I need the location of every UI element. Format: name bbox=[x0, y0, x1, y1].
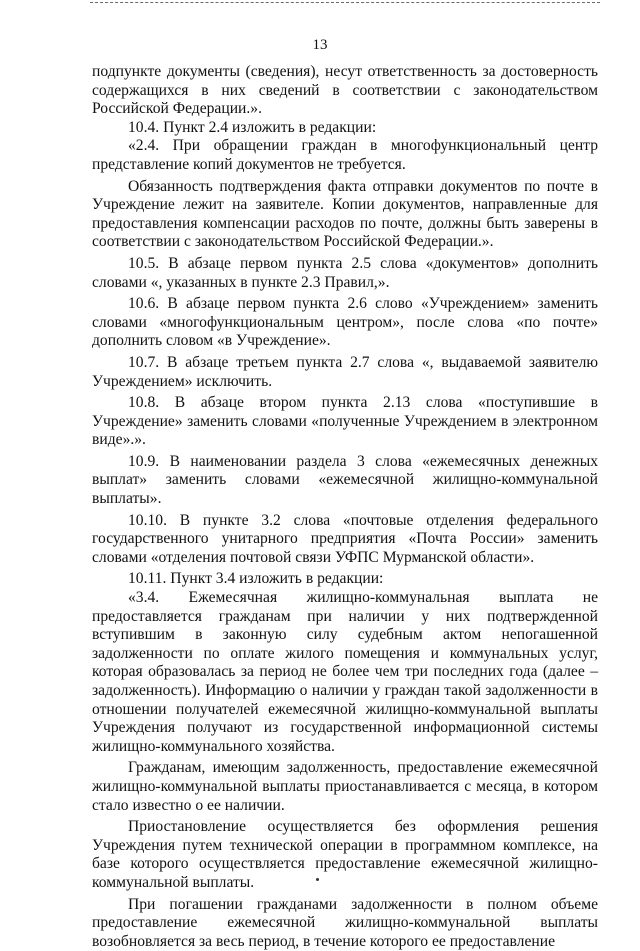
paragraph-continuation: подпункте документы (сведения), несут ответственность за достоверность содержащихся в них сведений в соответствии с законодательством Российской Федерации.». bbox=[92, 63, 598, 118]
paragraph-10-9: 10.9. В наименовании раздела 3 слова «ежемесячных денежных выплат» заменить словами «ежемесячной жилищно-коммунальной выплаты». bbox=[92, 452, 598, 508]
paragraph-suspension-procedure: Приостановление осуществляется без оформления решения Учреждения путем технической операции в программном комплексе, на базе которого осуществляется предоставление ежемесячной жилищно-коммунальной выплаты. bbox=[92, 818, 598, 891]
paragraph-2-4-quote: «2.4. При обращении граждан в многофункциональный центр представление копий документов не требуется. bbox=[92, 137, 598, 173]
paragraph-obligation: Обязанность подтверждения факта отправки документов по почте в Учреждение лежит на заявителе. Копии документов, направленные для предоставления компенсации расходов по почте, должны быть заверены в соответствии с законодательством Российской Федерации.». bbox=[92, 177, 598, 251]
scan-dot-mark bbox=[316, 878, 319, 881]
paragraph-10-10: 10.10. В пункте 3.2 слова «почтовые отделения федерального государственного унитарного предприятия «Почта России» заменить словами «отделения почтовой связи УФПС Мурманской области». bbox=[92, 511, 598, 566]
paragraph-10-5: 10.5. В абзаце первом пункта 2.5 слова «документов» дополнить словами «, указанных в пункте 2.3 Правил,». bbox=[92, 254, 598, 291]
top-border-line bbox=[90, 2, 600, 3]
paragraph-10-7: 10.7. В абзаце третьем пункта 2.7 слова «, выдаваемой заявителю Учреждением» исключить. bbox=[92, 353, 598, 390]
document-body bbox=[92, 63, 598, 951]
page-number: 13 bbox=[312, 37, 328, 53]
paragraph-debt-repayment: При погашении гражданами задолженности в полном объеме предоставление ежемесячной жилищно-коммунальной выплаты возобновляется за весь период, в течение которого ее предоставление bbox=[92, 895, 598, 950]
paragraph-10-11: 10.11. Пункт 3.4 изложить в редакции: bbox=[128, 570, 384, 588]
paragraph-suspension: Гражданам, имеющим задолженность, предоставление ежемесячной жилищно-коммунальной выплаты приостанавливается с месяца, в котором стало известно о ее наличии. bbox=[92, 759, 598, 814]
paragraph-3-4-quote: «3.4. Ежемесячная жилищно-коммунальная выплата не предоставляется гражданам при наличии у них подтвержденной вступившим в законную силу судебным актом непогашенной задолженности по оплате жилого помещения и коммунальных услуг, которая образовалась за период не более чем три последних года (далее – задолженность). Информацию о наличии у граждан такой задолженности в отношении получателей ежемесячной жилищно-коммунальной выплаты Учреждения получают из государственной информационной системы жилищно-коммунального хозяйства. bbox=[92, 589, 598, 755]
paragraph-10-4: 10.4. Пункт 2.4 изложить в редакции: bbox=[128, 118, 377, 136]
paragraph-10-6: 10.6. В абзаце первом пункта 2.6 слово «Учреждением» заменить словами «многофункциональным центром», после слова «по почте» дополнить словом «в Учреждение». bbox=[92, 295, 598, 350]
paragraph-10-8: 10.8. В абзаце втором пункта 2.13 слова «поступившие в Учреждение» заменить словами «полученные Учреждением в электронном виде».». bbox=[92, 394, 598, 449]
